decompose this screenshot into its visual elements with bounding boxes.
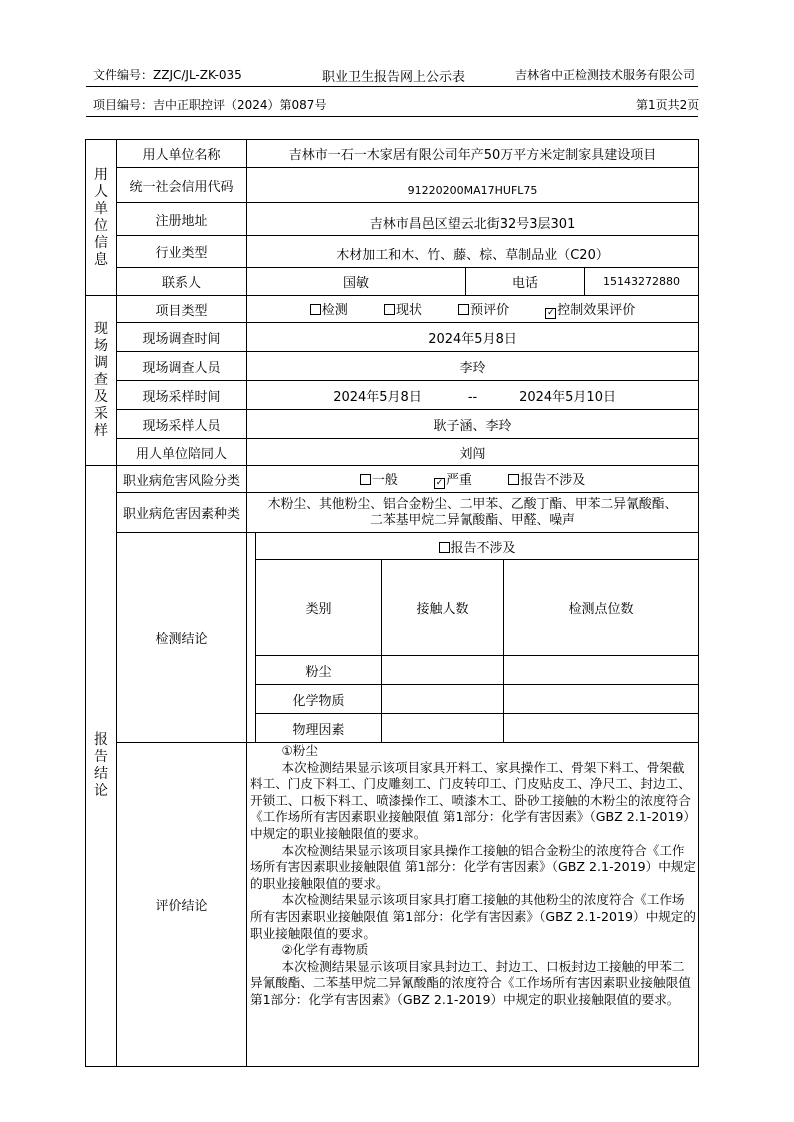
eval-paragraph-aluminum-dust: 本次检测结果显示该项目家具操作工接触的铝合金粉尘的浓度符合《工作场所有害因素职业接触限值 第1部分：化学有害因素》（GBZ 2.1-2019）中规定的职业接触限值的要求。 (250, 842, 696, 891)
document-title: 职业卫生报告网上公示表 (322, 70, 466, 85)
type-option-control-evaluation[interactable]: ✓ 控制效果评价 (546, 303, 636, 318)
disclosure-form-table (85, 139, 699, 1067)
detection-exposed-dust (382, 656, 504, 685)
checkbox-general[interactable] (360, 474, 371, 485)
checkbox-risk-not-involved[interactable] (508, 474, 519, 485)
file-number: 文件编号：ZZJC/JL-ZK-035 (93, 68, 242, 82)
employer-name-row (86, 140, 699, 168)
company-name: 吉林省中正检测技术服务有限公司 (515, 68, 696, 82)
page-indicator: 第1页共2页 (636, 98, 700, 112)
hazard-factors-value (247, 493, 699, 533)
hazard-factors-line-1: 木粉尘、其他粉尘、铝合金粉尘、二甲苯、乙酸丁酯、甲苯二异氰酸酯、 (267, 496, 678, 512)
address-row (86, 203, 699, 236)
hazard-factors-row (86, 493, 699, 533)
checkbox-control-evaluation[interactable]: ✓ (546, 308, 555, 318)
risk-option-serious[interactable]: ✓ 严重 (435, 473, 473, 488)
risk-class-label: 职业病危害风险分类 (117, 466, 247, 493)
project-number: 项目编号：吉中正职控评（2024）第087号 (93, 98, 327, 112)
sampling-time-label: 现场采样时间 (117, 381, 247, 410)
risk-class-row (86, 466, 699, 493)
project-type-label: 项目类型 (117, 296, 247, 323)
evaluation-row (86, 743, 699, 1067)
eval-paragraph-other-dust: 本次检测结果显示该项目家具打磨工接触的其他粉尘的浓度符合《工作场所有害因素职业接触限值 第1部分：化学有害因素》（GBZ 2.1-2019）中规定的职业接触限值的要求。 (250, 892, 696, 941)
survey-section-label: 现 场 调 查 及 采 样 (86, 296, 117, 466)
header-rule-bottom (86, 116, 698, 117)
risk-option-not-involved[interactable]: 报告不涉及 (508, 469, 585, 488)
risk-class-options (247, 466, 699, 493)
detection-not-involved[interactable]: 报告不涉及 (256, 533, 699, 560)
detection-conclusion-label: 检测结论 (117, 533, 247, 743)
detection-header-points: 检测点位数 (504, 560, 699, 656)
hazard-factors-line-2: 二苯基甲烷二异氰酸酯、甲醛、噪声 (370, 512, 575, 528)
detection-not-involved-row (86, 533, 699, 560)
detection-category-chemical: 化学物质 (256, 685, 382, 714)
type-option-detection[interactable]: 检测 (310, 299, 348, 318)
sampling-time-value (247, 381, 699, 410)
sampling-end: 2024年5月10日 (519, 389, 616, 405)
detection-category-physical: 物理因素 (256, 714, 382, 743)
sampler-row (86, 410, 699, 439)
eval-heading-chemical: ②化学有毒物质 (281, 942, 369, 958)
industry-value: 木材加工和木、竹、藤、棕、草制品业（C20） (247, 236, 699, 268)
phone-value: 15143272880 (585, 268, 699, 296)
survey-time-value: 2024年5月8日 (247, 323, 699, 352)
checkbox-detection[interactable] (310, 304, 321, 315)
sampling-separator: -- (467, 389, 478, 405)
survey-time-label: 现场调查时间 (117, 323, 247, 352)
phone-label: 电话 (466, 268, 585, 296)
surveyor-row (86, 352, 699, 381)
detection-spacer (247, 533, 256, 743)
surveyor-label: 现场调查人员 (117, 352, 247, 381)
sampler-value: 耿子涵、李玲 (247, 410, 699, 439)
contact-label: 联系人 (117, 268, 247, 296)
surveyor-value: 李玲 (247, 352, 699, 381)
evaluation-conclusion-label: 评价结论 (117, 743, 247, 1067)
detection-exposed-chemical (382, 685, 504, 714)
escort-row (86, 439, 699, 466)
detection-header-category: 类别 (256, 560, 382, 656)
checkbox-status[interactable] (384, 304, 395, 315)
eval-paragraph-isocyanate: 本次检测结果显示该项目家具封边工、封边工、口板封边工接触的甲苯二异氰酸酯、二苯基甲烷二异氰酸酯的浓度符合《工作场所有害因素职业接触限值 第1部分：化学有害因素》（GBZ 2.1-2019）中规定的职业接触限值的要求。 (250, 958, 691, 1007)
industry-row (86, 236, 699, 268)
credit-code-value: 91220200MA17HUFL75 (247, 168, 699, 203)
sampling-start: 2024年5月8日 (333, 389, 422, 405)
detection-exposed-physical (382, 714, 504, 743)
evaluation-conclusion-text (247, 743, 699, 1067)
address-label: 注册地址 (117, 203, 247, 236)
survey-time-row (86, 323, 699, 352)
eval-paragraph-wood-dust: 本次检测结果显示该项目家具开料工、家具操作工、骨架下料工、骨架截料工、门皮下料工、门皮雕刻工、门皮转印工、门皮贴皮工、净尺工、封边工、开锁工、口板下料工、喷漆操作工、喷漆木工、卧砂工接触的木粉尘的浓度符合《工作场所有害因素职业接触限值 第1部分：化学有害因素》（GBZ 2.1-2019）中规定的职业接触限值的要求。 (250, 759, 696, 841)
sampling-time-row (86, 381, 699, 410)
detection-category-dust: 粉尘 (256, 656, 382, 685)
checkbox-serious[interactable]: ✓ (435, 478, 444, 488)
contact-value: 国敏 (247, 268, 466, 296)
detection-header-exposed: 接触人数 (382, 560, 504, 656)
type-option-pre-evaluation[interactable]: 预评价 (458, 299, 509, 318)
detection-points-dust (504, 656, 699, 685)
report-section-label: 报 告 结 论 (86, 466, 117, 1067)
credit-code-label: 统一社会信用代码 (117, 168, 247, 203)
project-type-row (86, 296, 699, 323)
address-value: 吉林市昌邑区望云北街32号3层301 (247, 203, 699, 236)
eval-heading-dust: ①粉尘 (281, 743, 318, 758)
employer-section-label: 用 人 单 位 信 息 (86, 140, 117, 296)
employer-name-label: 用人单位名称 (117, 140, 247, 168)
escort-value: 刘闯 (247, 439, 699, 466)
checkbox-detection-not-involved[interactable] (439, 542, 450, 553)
contact-row (86, 268, 699, 296)
type-option-status[interactable]: 现状 (384, 299, 422, 318)
detection-points-physical (504, 714, 699, 743)
risk-option-general[interactable]: 一般 (360, 469, 398, 488)
project-type-options (247, 296, 699, 323)
escort-label: 用人单位陪同人 (117, 439, 247, 466)
credit-code-row (86, 168, 699, 203)
header-rule-top (86, 86, 698, 87)
industry-label: 行业类型 (117, 236, 247, 268)
checkbox-pre-evaluation[interactable] (458, 304, 469, 315)
detection-points-chemical (504, 685, 699, 714)
sampler-label: 现场采样人员 (117, 410, 247, 439)
employer-name-value: 吉林市一石一木家居有限公司年产50万平方米定制家具建设项目 (247, 140, 699, 168)
hazard-factors-label: 职业病危害因素种类 (117, 493, 247, 533)
